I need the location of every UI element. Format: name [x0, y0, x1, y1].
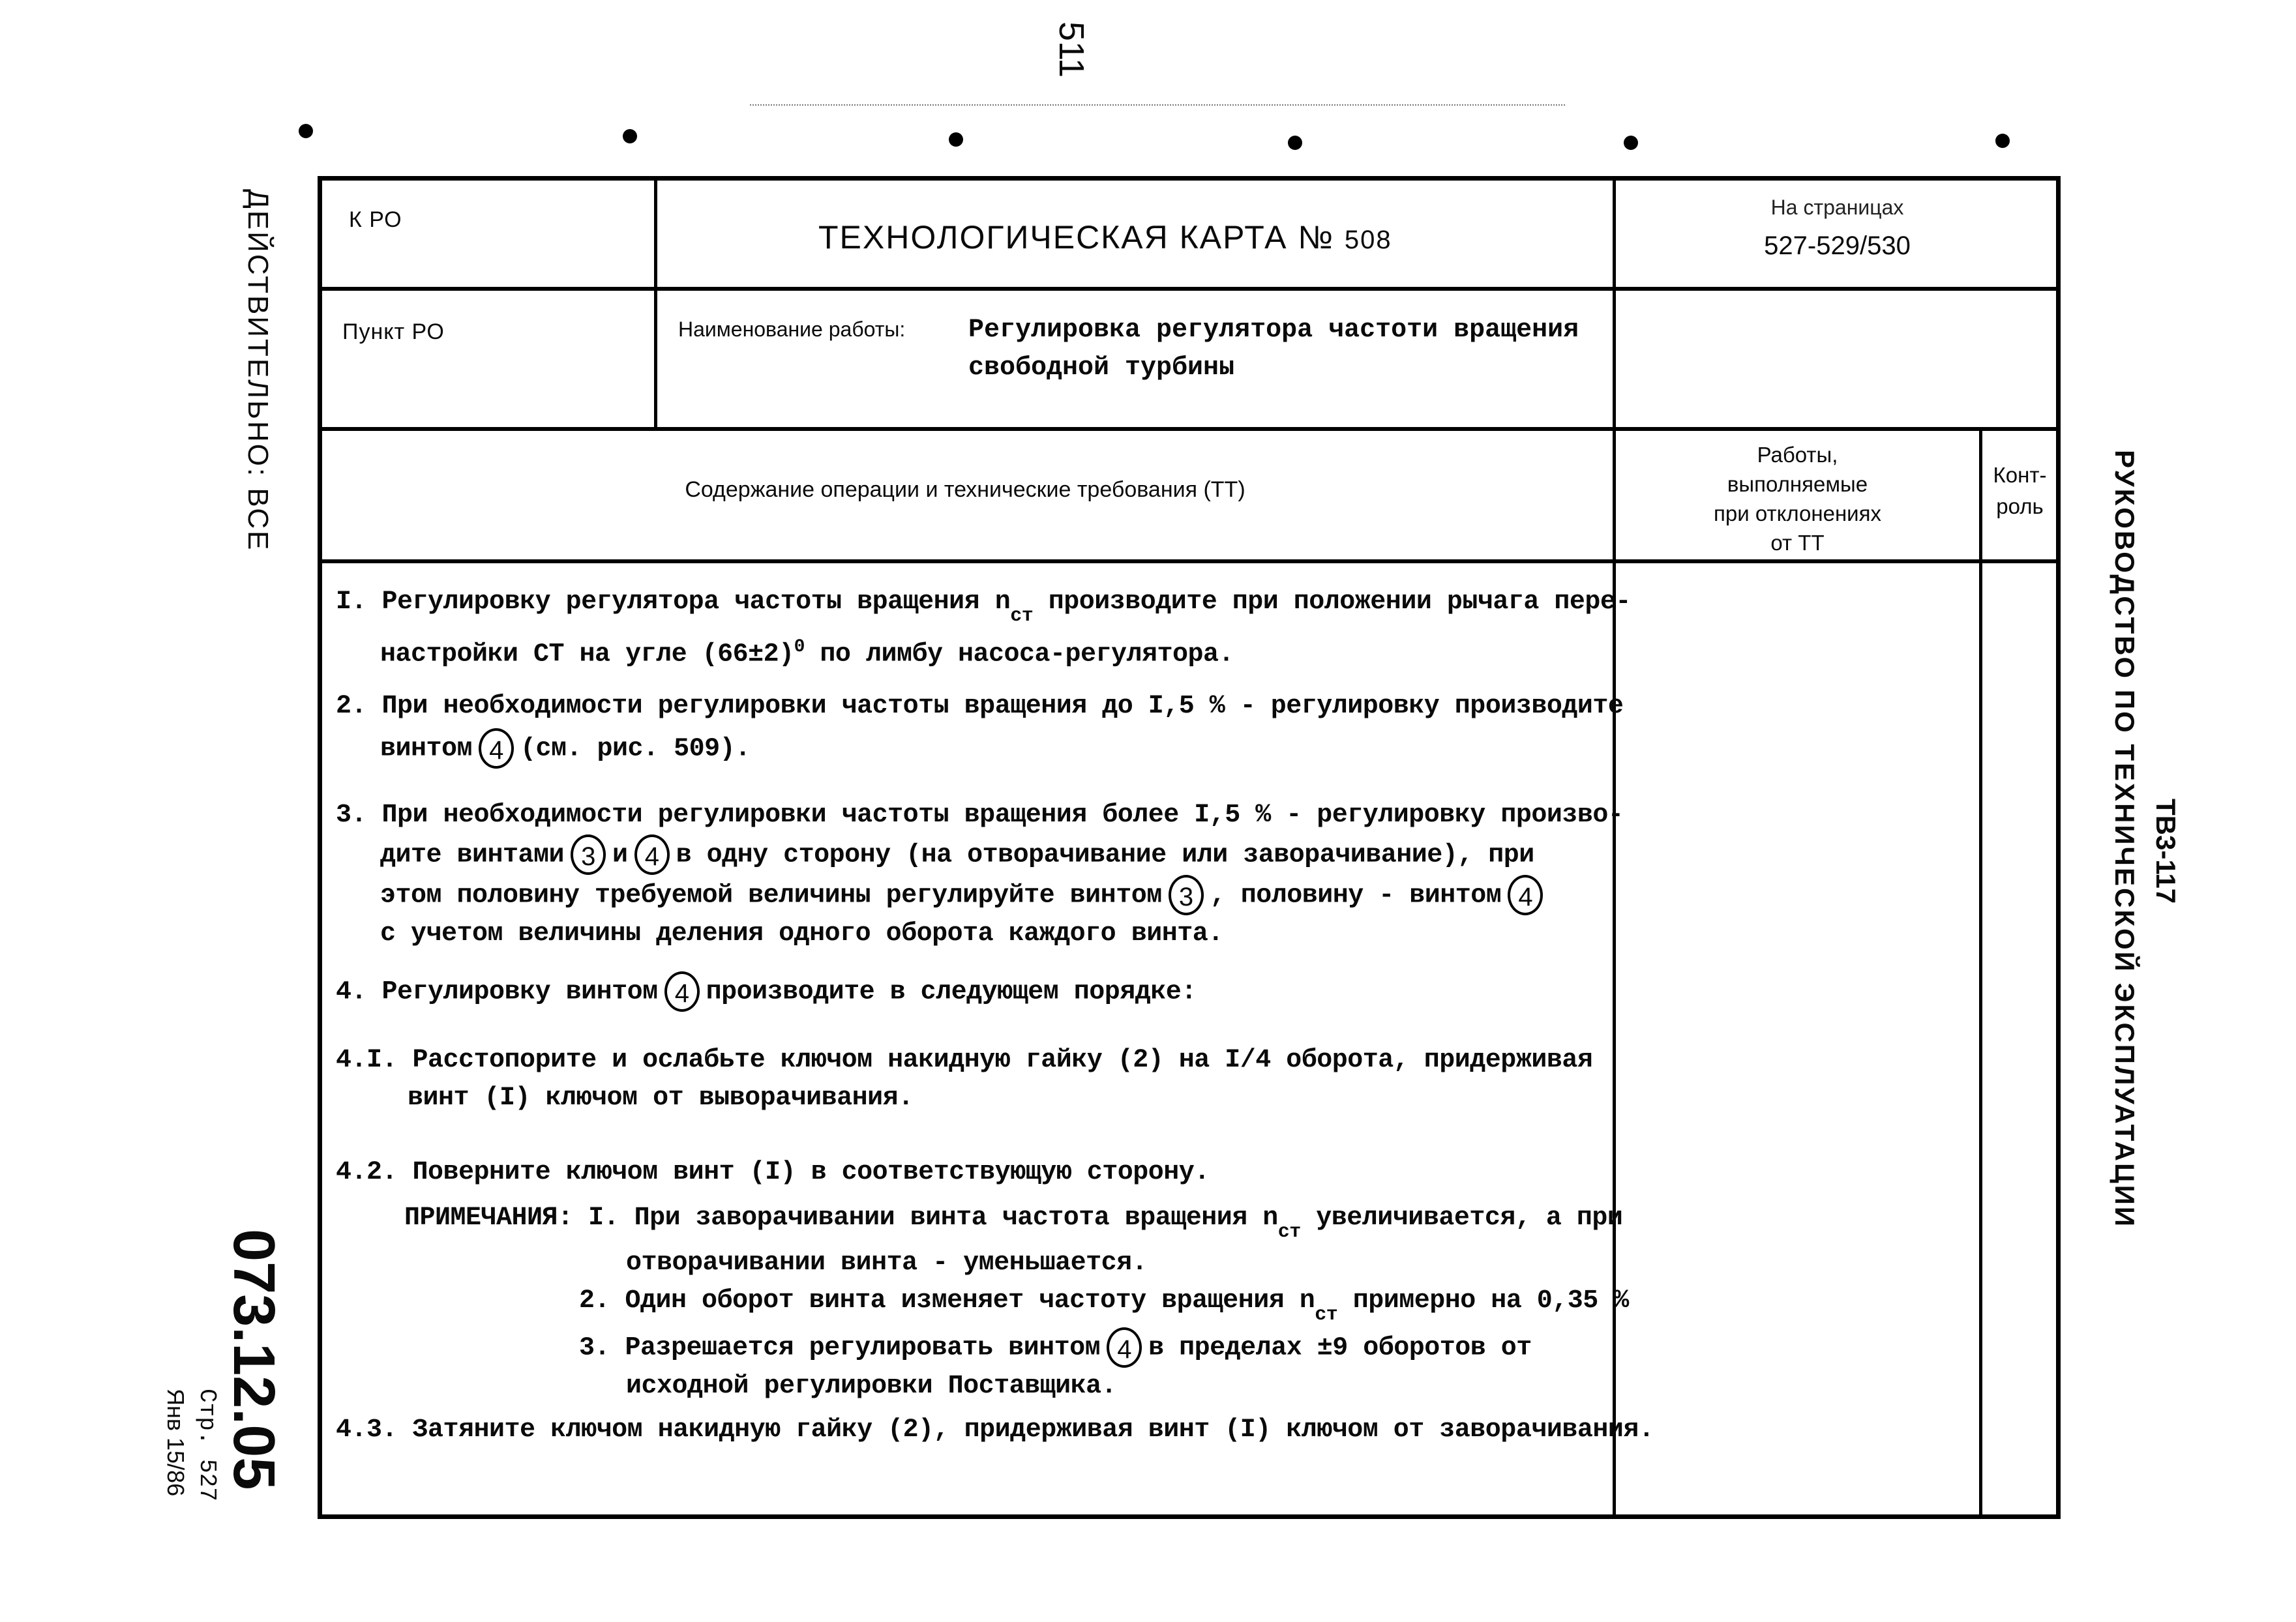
deviations-column-header — [1616, 440, 1979, 557]
notes-label: ПРИМЕЧАНИЯ: — [404, 1203, 573, 1233]
row-divider — [318, 427, 2061, 431]
callout-3-icon: 3 — [571, 834, 606, 875]
header-line: роль — [1996, 494, 2044, 518]
pages-value: 527-529/530 — [1764, 231, 1911, 260]
step-4-2: 4.2. Поверните ключом винт (I) в соответствующую сторону. — [336, 1158, 1210, 1187]
punch-hole — [1624, 136, 1638, 150]
page-mark: 511 — [1052, 21, 1092, 78]
revision-date: Янв 15/86 — [162, 1389, 189, 1497]
callout-3-icon: 3 — [1169, 875, 1204, 915]
card-title — [818, 218, 1392, 256]
header-line: от ТТ — [1770, 531, 1825, 555]
control-column-header — [1982, 460, 2057, 522]
punch-hole — [1288, 136, 1302, 150]
row-divider — [318, 287, 2061, 291]
pages-label: На страницах — [1770, 196, 1904, 219]
header-line: выполняемые — [1727, 472, 1868, 496]
manual-title: РУКОВОДСТВО ПО ТЕХНИЧЕСКОЙ ЭКСПЛУАТАЦИИ — [2110, 450, 2140, 1229]
engine-model: ТВ3-117 — [2151, 799, 2181, 904]
header-line: Конт- — [1993, 463, 2047, 487]
work-name-line-2: свободной турбины — [968, 353, 1235, 383]
scan-artifact — [750, 104, 1565, 106]
col-divider — [654, 176, 657, 430]
content-column-header: Содержание операции и технические требования (ТТ) — [685, 477, 1245, 502]
step-1: I. Регулировку регулятора частоты вращения $n_{ст}$ производите при положении рычага пере- настройки СТ на угле $(66\pm 2)^0$ по лимбу насоса-регулятора. — [336, 587, 1631, 670]
step-2: 2. При необходимости регулировки частоты вращения до I,5 % - регулировку производите винтом 4 (см. рис. 509). — [336, 688, 1623, 769]
punch-hole — [1995, 134, 2010, 148]
punch-hole — [949, 132, 963, 147]
step-3: 3. При необходимости регулировки частоты вращения более I,5 % - регулировку произво- дите винтами 3 и 4 в одну сторону (на отворачивание или заворачивание), при этом половину требуемой величины регулируйте винтом 3 , половину - винтом 4 с учетом величины деления одного оборота каждого винта. — [336, 801, 1624, 949]
punkt-ro-label: Пункт РО — [342, 319, 445, 344]
header-line: Работы, — [1757, 443, 1838, 467]
card-number: 508 — [1344, 226, 1392, 254]
row-divider — [318, 559, 2061, 563]
step-4: 4. Регулировку винтом 4 производите в следующем порядке: — [336, 971, 1197, 1012]
punch-hole — [299, 124, 313, 138]
step-4-1: 4.I. Расстопорите и ослабьте ключом накидную гайку (2) на I/4 оборота, придерживая винт (I) ключом от выворачивания. — [336, 1046, 1593, 1113]
work-name-line-1: Регулировка регулятора частоти вращения — [968, 316, 1579, 345]
doc-code: 073.12.05 — [221, 1229, 286, 1490]
work-name-label: Наименование работы: — [678, 317, 906, 341]
header-line: при отклонениях — [1714, 501, 1881, 525]
callout-4-icon: 4 — [664, 971, 700, 1012]
callout-4-icon: 4 — [1508, 875, 1543, 915]
callout-4-icon: 4 — [1107, 1327, 1142, 1368]
card-title-text: ТЕХНОЛОГИЧЕСКАЯ КАРТА № — [818, 219, 1334, 256]
validity-label: ДЕЙСТВИТЕЛЬНО: ВСЕ — [242, 189, 274, 552]
step-4-3: 4.3. Затяните ключом накидную гайку (2), придерживая винт (I) ключом от заворачивания. — [336, 1415, 1654, 1445]
work-name — [968, 312, 1579, 387]
punch-hole — [623, 129, 637, 143]
callout-4-icon: 4 — [634, 834, 670, 875]
col-divider — [1979, 429, 1982, 1519]
page-reference: Стр. 527 — [194, 1389, 220, 1501]
k-ro-label: К РО — [349, 207, 402, 232]
callout-4-icon: 4 — [479, 728, 514, 769]
notes-block: ПРИМЕЧАНИЯ: I. При заворачивании винта частота вращения $n_{ст}$ увеличивается, а при отворачивании винта - уменьшается. 2. Один оборот винта изменяет частоту вращения $n_{ст}$ примерно на 0,35 % 3. Разрешается регулировать винтом 4 в пределах ±9 оборотов от исходной регулировки Поставщика. — [404, 1203, 1629, 1401]
